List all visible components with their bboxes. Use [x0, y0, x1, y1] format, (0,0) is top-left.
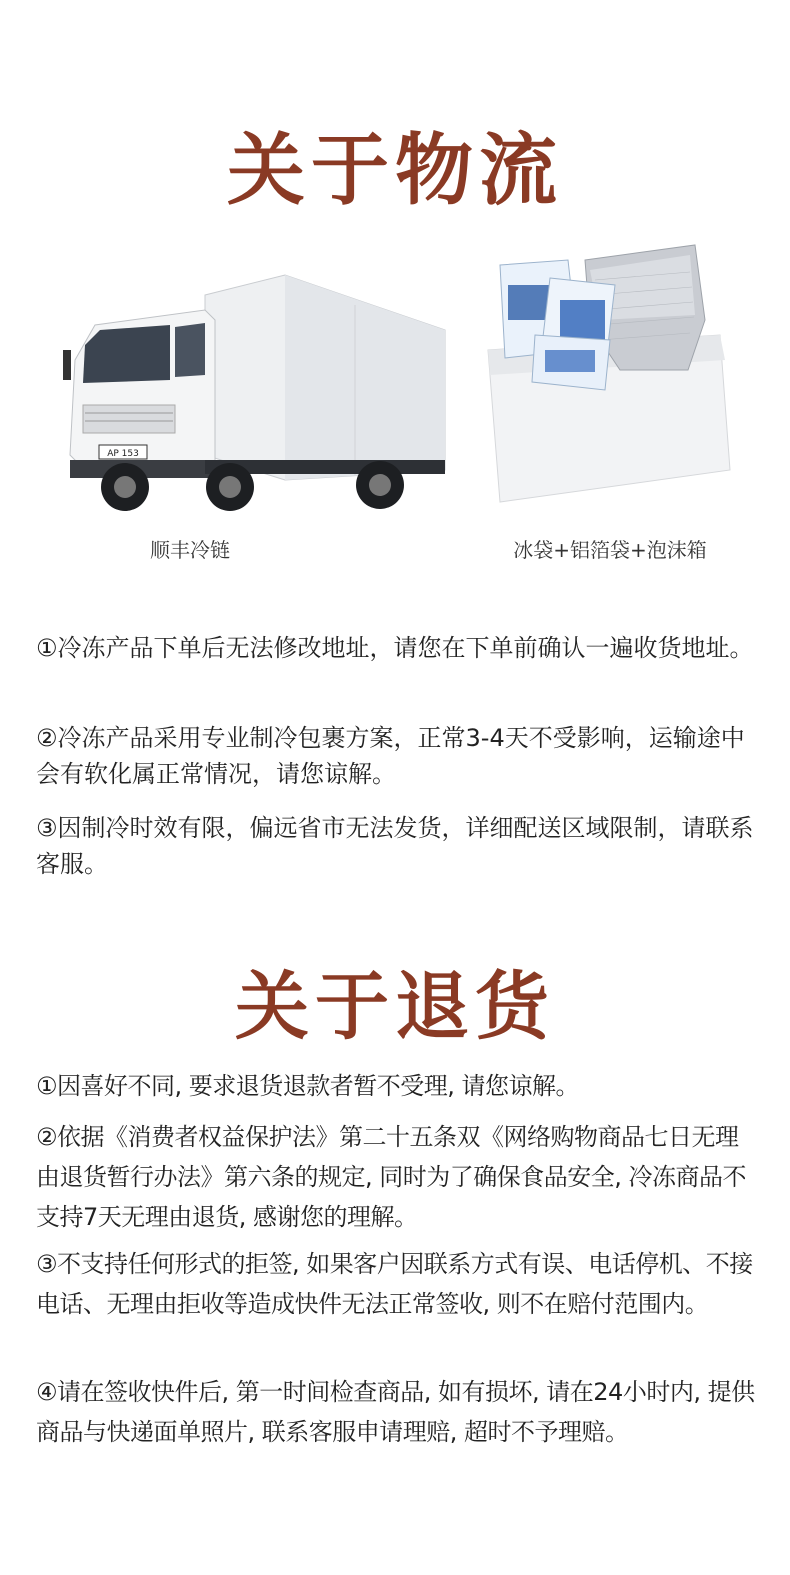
- logistics-paragraph: ①冷冻产品下单后无法修改地址，请您在下单前确认一遍收货地址。: [36, 634, 754, 662]
- returns-paragraph: ④请在签收快件后, 第一时间检查商品, 如有损坏, 请在24小时内, 提供商品与快递面单照片, 联系客服申请理赔, 超时不予理赔。: [36, 1378, 755, 1446]
- logistics-title: 关于物流: [226, 125, 563, 216]
- cooler-pack-image: [480, 240, 740, 510]
- logistics-paragraph: ②冷冻产品采用专业制冷包裹方案，正常3-4天不受影响，运输途中会有软化属正常情况，请您谅解。: [36, 724, 745, 788]
- returns-paragraph: ②依据《消费者权益保护法》第二十五条双《网络购物商品七日无理由退货暂行办法》第六条的规定, 同时为了确保食品安全, 冷冻商品不支持7天无理由退货, 感谢您的理解。: [36, 1123, 747, 1231]
- truck-image: [55, 265, 450, 515]
- truck-caption: 顺丰冷链: [150, 538, 230, 562]
- logistics-paragraph: ③因制冷时效有限，偏远省市无法发货，详细配送区域限制，请联系客服。: [36, 814, 754, 878]
- returns-title: 关于退货: [235, 964, 555, 1050]
- returns-paragraph: ③不支持任何形式的拒签, 如果客户因联系方式有误、电话停机、不接电话、无理由拒收等造成快件无法正常签收, 则不在赔付范围内。: [36, 1250, 753, 1318]
- pack-caption: 冰袋+铝箔袋+泡沫箱: [513, 538, 707, 562]
- truck-plate: AP 153: [107, 449, 139, 459]
- returns-paragraph: ①因喜好不同, 要求退货退款者暂不受理, 请您谅解。: [36, 1072, 580, 1100]
